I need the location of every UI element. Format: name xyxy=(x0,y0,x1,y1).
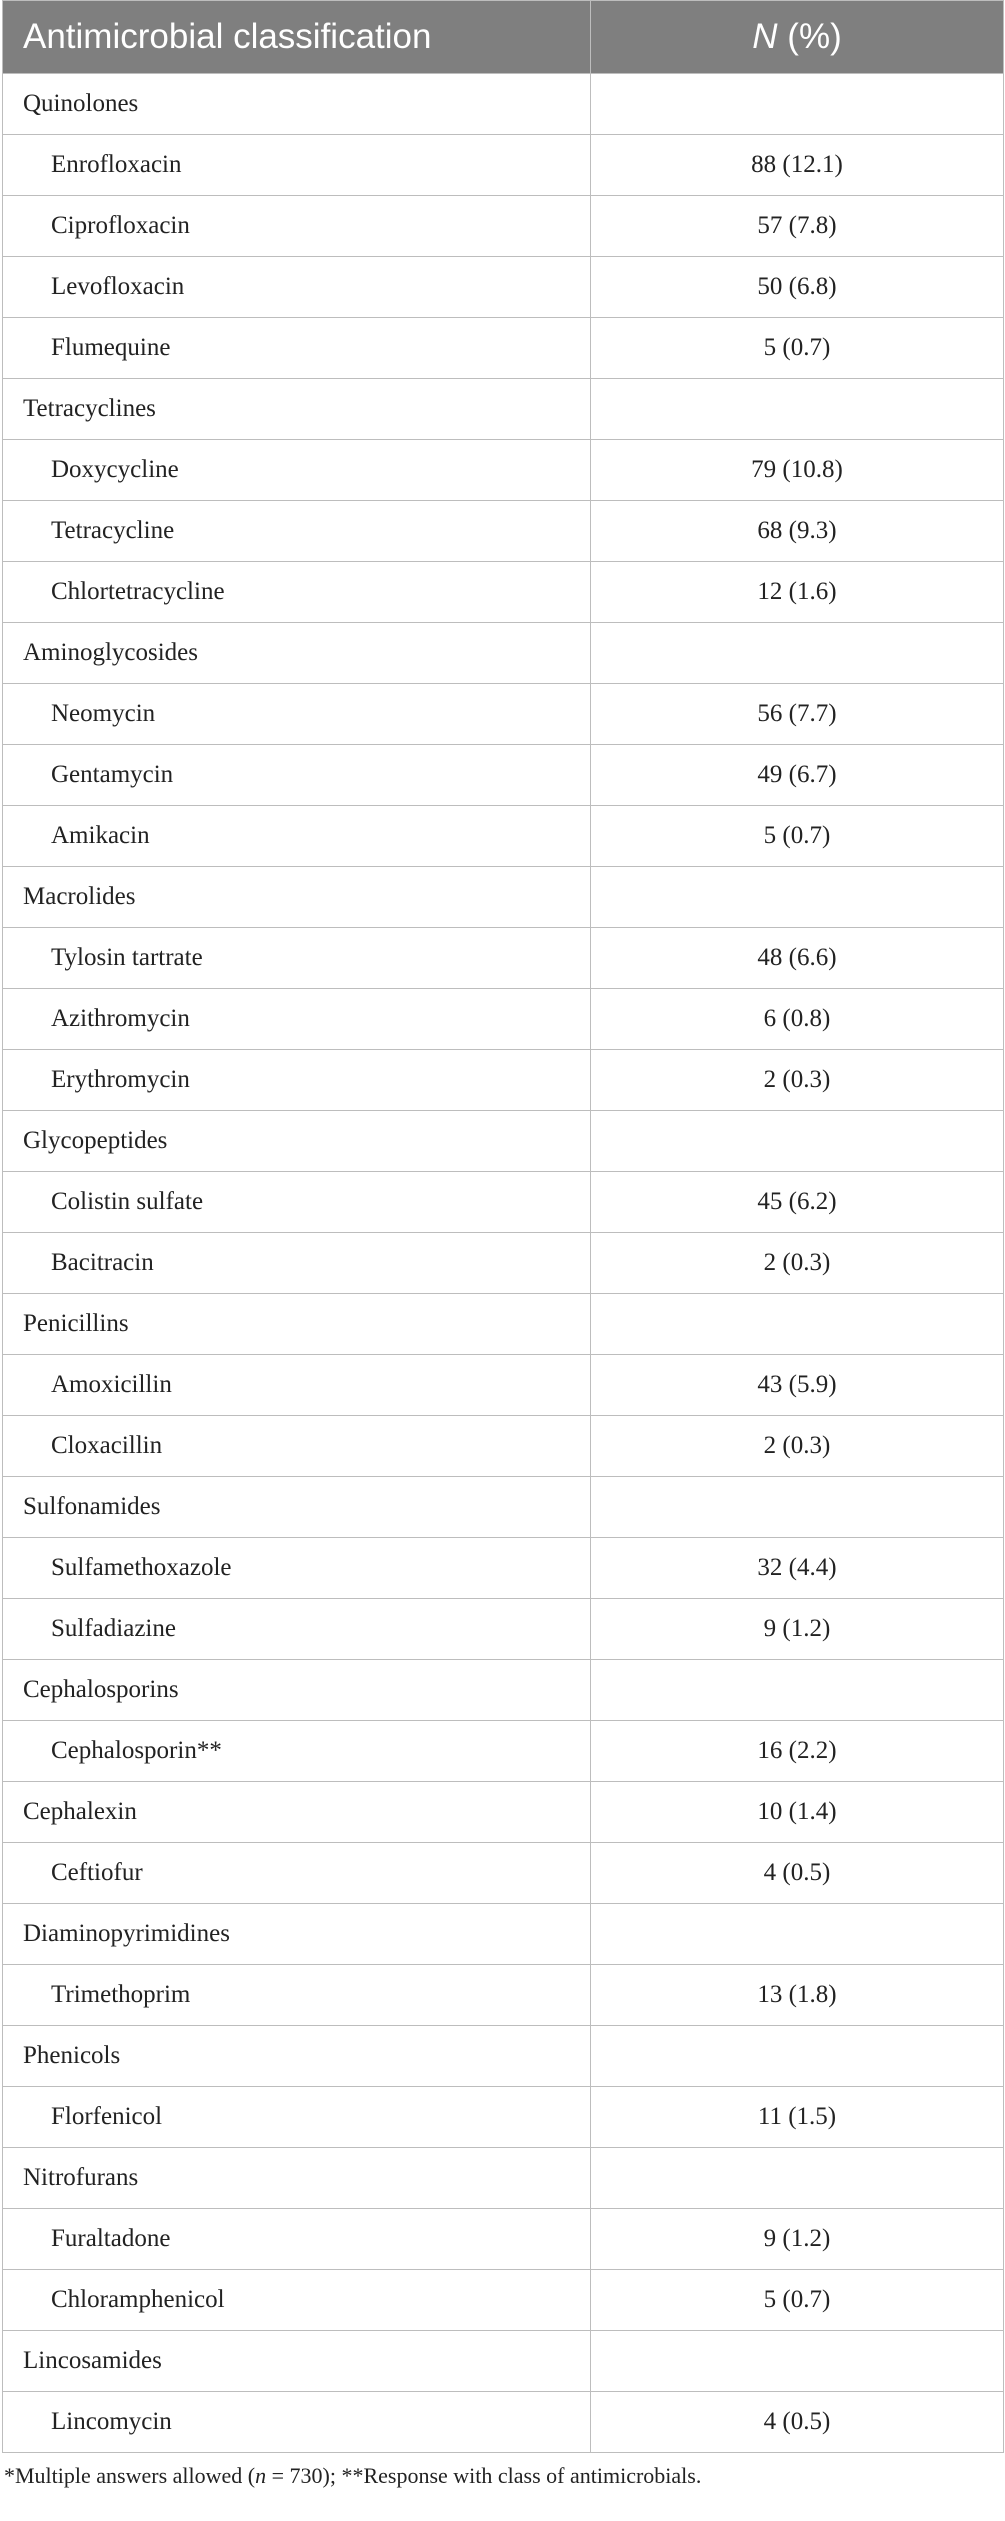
count-percent-cell xyxy=(591,1904,1004,1965)
class-name-cell: Penicillins xyxy=(3,1294,591,1355)
table-row xyxy=(3,196,1004,257)
count-percent-cell: 56 (7.7) xyxy=(591,684,1004,745)
antimicrobial-name-cell: Chlortetracycline xyxy=(3,562,591,623)
count-percent-cell: 2 (0.3) xyxy=(591,1050,1004,1111)
count-percent-cell xyxy=(591,2148,1004,2209)
antimicrobial-name-cell: Trimethoprim xyxy=(3,1965,591,2026)
count-percent-cell: 68 (9.3) xyxy=(591,501,1004,562)
class-row xyxy=(3,1782,1004,1843)
class-row xyxy=(3,2148,1004,2209)
class-row xyxy=(3,74,1004,135)
antimicrobial-name-cell: Lincomycin xyxy=(3,2392,591,2453)
class-name-cell: Aminoglycosides xyxy=(3,623,591,684)
class-name-cell: Cephalosporins xyxy=(3,1660,591,1721)
count-percent-cell xyxy=(591,2331,1004,2392)
count-percent-cell xyxy=(591,1111,1004,1172)
antimicrobial-name-cell: Levofloxacin xyxy=(3,257,591,318)
table-footnote xyxy=(2,2463,1003,2489)
count-percent-cell xyxy=(591,1660,1004,1721)
count-percent-cell: 5 (0.7) xyxy=(591,2270,1004,2331)
antimicrobial-name-cell: Flumequine xyxy=(3,318,591,379)
class-row xyxy=(3,623,1004,684)
table-row xyxy=(3,135,1004,196)
footnote-n-letter: n xyxy=(255,2463,267,2488)
class-row xyxy=(3,1660,1004,1721)
count-percent-cell: 11 (1.5) xyxy=(591,2087,1004,2148)
class-row xyxy=(3,1477,1004,1538)
class-row xyxy=(3,1294,1004,1355)
count-percent-cell xyxy=(591,1477,1004,1538)
table-row xyxy=(3,2392,1004,2453)
count-percent-cell: 5 (0.7) xyxy=(591,806,1004,867)
antimicrobial-name-cell: Enrofloxacin xyxy=(3,135,591,196)
count-percent-cell: 32 (4.4) xyxy=(591,1538,1004,1599)
table-row xyxy=(3,1355,1004,1416)
class-name-cell: Lincosamides xyxy=(3,2331,591,2392)
table-row xyxy=(3,745,1004,806)
class-row xyxy=(3,1904,1004,1965)
antimicrobial-name-cell: Cloxacillin xyxy=(3,1416,591,1477)
table-row xyxy=(3,1233,1004,1294)
count-percent-cell: 88 (12.1) xyxy=(591,135,1004,196)
class-name-cell: Phenicols xyxy=(3,2026,591,2087)
class-name-cell: Glycopeptides xyxy=(3,1111,591,1172)
count-percent-cell: 49 (6.7) xyxy=(591,745,1004,806)
antimicrobial-name-cell: Furaltadone xyxy=(3,2209,591,2270)
table-row xyxy=(3,1721,1004,1782)
count-percent-cell: 9 (1.2) xyxy=(591,1599,1004,1660)
count-percent-cell: 12 (1.6) xyxy=(591,562,1004,623)
table-row xyxy=(3,2270,1004,2331)
table-row xyxy=(3,684,1004,745)
count-percent-cell: 43 (5.9) xyxy=(591,1355,1004,1416)
table-row xyxy=(3,1538,1004,1599)
antimicrobial-name-cell: Colistin sulfate xyxy=(3,1172,591,1233)
antimicrobial-name-cell: Sulfamethoxazole xyxy=(3,1538,591,1599)
class-name-cell: Sulfonamides xyxy=(3,1477,591,1538)
antimicrobial-name-cell: Florfenicol xyxy=(3,2087,591,2148)
table-row xyxy=(3,318,1004,379)
table-row xyxy=(3,2209,1004,2270)
count-percent-cell: 5 (0.7) xyxy=(591,318,1004,379)
table-row xyxy=(3,1843,1004,1904)
count-percent-cell: 13 (1.8) xyxy=(591,1965,1004,2026)
count-percent-cell: 45 (6.2) xyxy=(591,1172,1004,1233)
antimicrobial-name-cell: Bacitracin xyxy=(3,1233,591,1294)
table-body xyxy=(3,74,1004,2453)
table-row xyxy=(3,2087,1004,2148)
count-percent-cell xyxy=(591,379,1004,440)
footnote-text-2: = 730); **Response with class of antimicrobials. xyxy=(266,2463,702,2488)
antimicrobial-name-cell: Cephalosporin** xyxy=(3,1721,591,1782)
class-row xyxy=(3,2026,1004,2087)
antimicrobial-name-cell: Tylosin tartrate xyxy=(3,928,591,989)
antimicrobial-name-cell: Neomycin xyxy=(3,684,591,745)
antimicrobial-name-cell: Tetracycline xyxy=(3,501,591,562)
count-percent-cell: 2 (0.3) xyxy=(591,1233,1004,1294)
class-row xyxy=(3,1111,1004,1172)
class-name-cell: Quinolones xyxy=(3,74,591,135)
table-row xyxy=(3,806,1004,867)
count-percent-cell xyxy=(591,867,1004,928)
antimicrobial-name-cell: Amoxicillin xyxy=(3,1355,591,1416)
count-percent-cell: 9 (1.2) xyxy=(591,2209,1004,2270)
antimicrobial-name-cell: Gentamycin xyxy=(3,745,591,806)
class-name-cell: Macrolides xyxy=(3,867,591,928)
table-row xyxy=(3,1172,1004,1233)
count-percent-cell: 6 (0.8) xyxy=(591,989,1004,1050)
table-row xyxy=(3,440,1004,501)
antimicrobial-name-cell: Ceftiofur xyxy=(3,1843,591,1904)
antimicrobial-name-cell: Doxycycline xyxy=(3,440,591,501)
antimicrobial-name-cell: Ciprofloxacin xyxy=(3,196,591,257)
class-name-cell: Nitrofurans xyxy=(3,2148,591,2209)
count-percent-cell: 10 (1.4) xyxy=(591,1782,1004,1843)
class-name-cell: Diaminopyrimidines xyxy=(3,1904,591,1965)
class-row xyxy=(3,2331,1004,2392)
count-percent-cell: 16 (2.2) xyxy=(591,1721,1004,1782)
class-row xyxy=(3,379,1004,440)
table-row xyxy=(3,257,1004,318)
count-percent-cell: 2 (0.3) xyxy=(591,1416,1004,1477)
count-percent-cell: 57 (7.8) xyxy=(591,196,1004,257)
header-n-letter: N xyxy=(752,17,778,56)
antimicrobial-name-cell: Azithromycin xyxy=(3,989,591,1050)
footnote-text-1: *Multiple answers allowed ( xyxy=(4,2463,256,2488)
count-percent-cell: 50 (6.8) xyxy=(591,257,1004,318)
table-row xyxy=(3,562,1004,623)
class-row xyxy=(3,867,1004,928)
table-row xyxy=(3,1599,1004,1660)
count-percent-cell: 48 (6.6) xyxy=(591,928,1004,989)
count-percent-cell xyxy=(591,623,1004,684)
count-percent-cell xyxy=(591,1294,1004,1355)
count-percent-cell: 79 (10.8) xyxy=(591,440,1004,501)
antimicrobial-name-cell: Chloramphenicol xyxy=(3,2270,591,2331)
header-percent-label: (%) xyxy=(777,17,842,56)
table-row xyxy=(3,1416,1004,1477)
class-name-cell: Cephalexin xyxy=(3,1782,591,1843)
antimicrobial-name-cell: Erythromycin xyxy=(3,1050,591,1111)
antimicrobial-name-cell: Sulfadiazine xyxy=(3,1599,591,1660)
count-percent-cell xyxy=(591,2026,1004,2087)
table-row xyxy=(3,501,1004,562)
table-row xyxy=(3,1965,1004,2026)
header-antimicrobial-classification: Antimicrobial classification xyxy=(3,1,591,74)
class-name-cell: Tetracyclines xyxy=(3,379,591,440)
antimicrobial-table xyxy=(2,0,1004,2453)
table-header-row xyxy=(3,1,1004,74)
table-row xyxy=(3,989,1004,1050)
count-percent-cell: 4 (0.5) xyxy=(591,1843,1004,1904)
count-percent-cell: 4 (0.5) xyxy=(591,2392,1004,2453)
table-row xyxy=(3,1050,1004,1111)
header-n-percent xyxy=(591,1,1004,74)
count-percent-cell xyxy=(591,74,1004,135)
table-row xyxy=(3,928,1004,989)
antimicrobial-name-cell: Amikacin xyxy=(3,806,591,867)
